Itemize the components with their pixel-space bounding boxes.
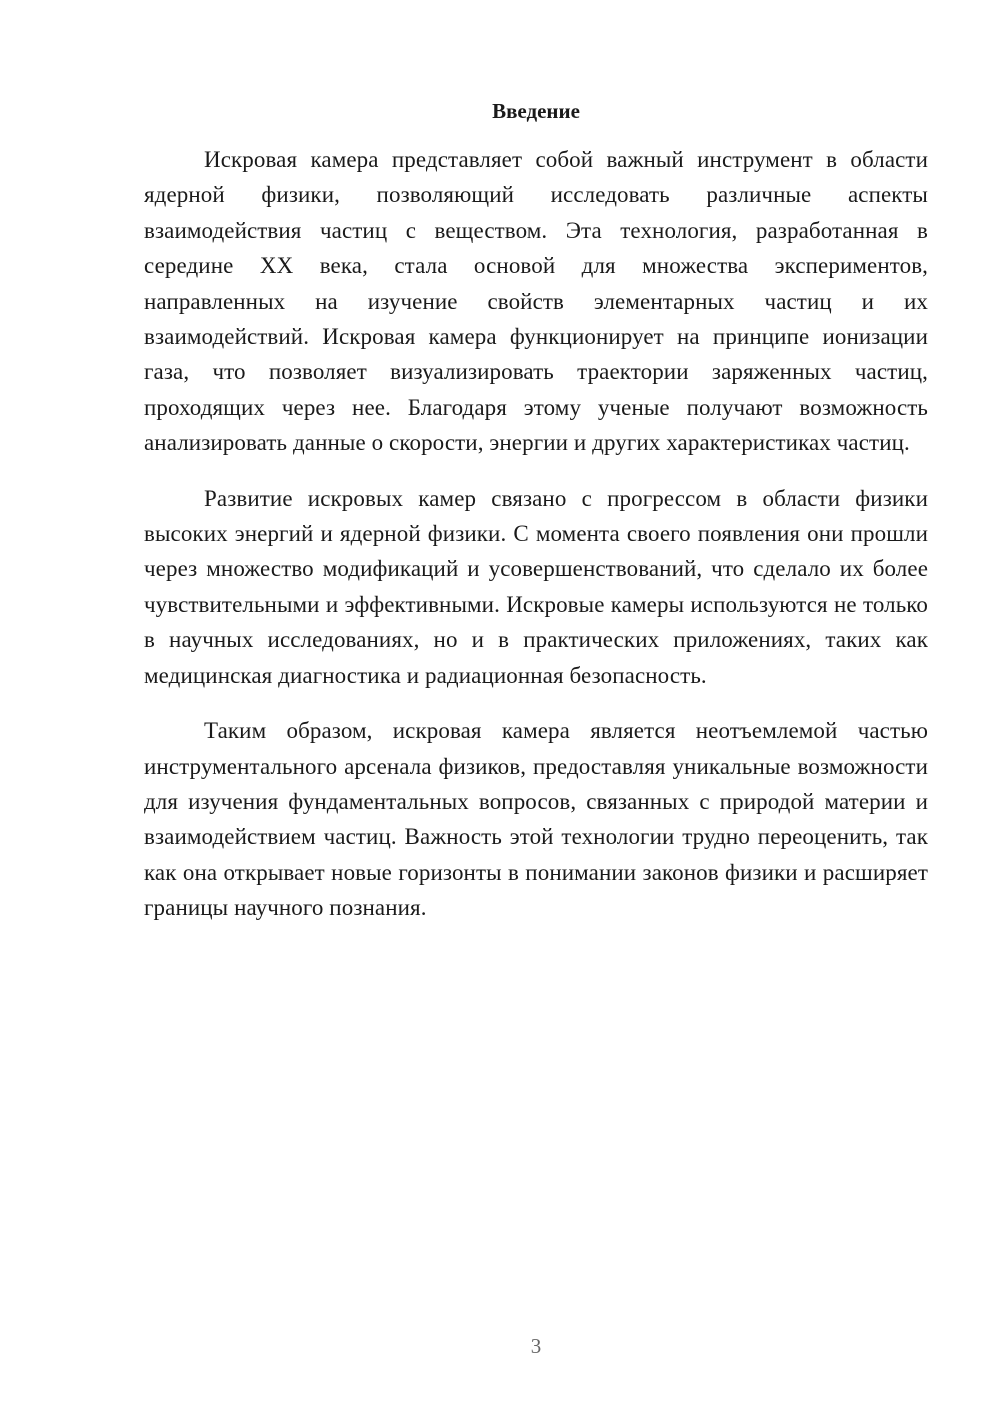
body-text [144, 142, 928, 946]
paragraph-3: Таким образом, искровая камера является неотъемлемой частью инструментального арсенала физиков, предоставляя уникальные возможности для изучения фундаментальных вопросов, связанных с природой материи и взаимодействием частиц. Важность этой технологии трудно переоценить, так как она открывает новые горизонты в понимании законов физики и расширяет границы научного познания. [144, 718, 928, 921]
paragraph-2: Развитие искровых камер связано с прогрессом в области физики высоких энергий и ядерной физики. С момента своего появления они прошли через множество модификаций и усовершенствований, что сделало их более чувствительными и эффективными. Искровые камеры используются не только в научных исследованиях, но и в практических приложениях, таких как медицинская диагностика и радиационная безопасность. [144, 485, 928, 688]
page-number: 3 [530, 1334, 542, 1358]
paragraph-1: Искровая камера представляет собой важный инструмент в области ядерной физики, позволяющий исследовать различные аспекты взаимодействия частиц с веществом. Эта технология, разработанная в середине XX века, стала основой для множества экспериментов, направленных на изучение свойств элементарных частиц и их взаимодействий. Искровая камера функционирует на принципе ионизации газа, что позволяет визуализировать траектории заряженных частиц, проходящих через нее. Благодаря этому ученые получают возможность анализировать данные о скорости, энергии и других характеристиках частиц. [144, 147, 928, 456]
section-heading: Введение [492, 99, 580, 123]
